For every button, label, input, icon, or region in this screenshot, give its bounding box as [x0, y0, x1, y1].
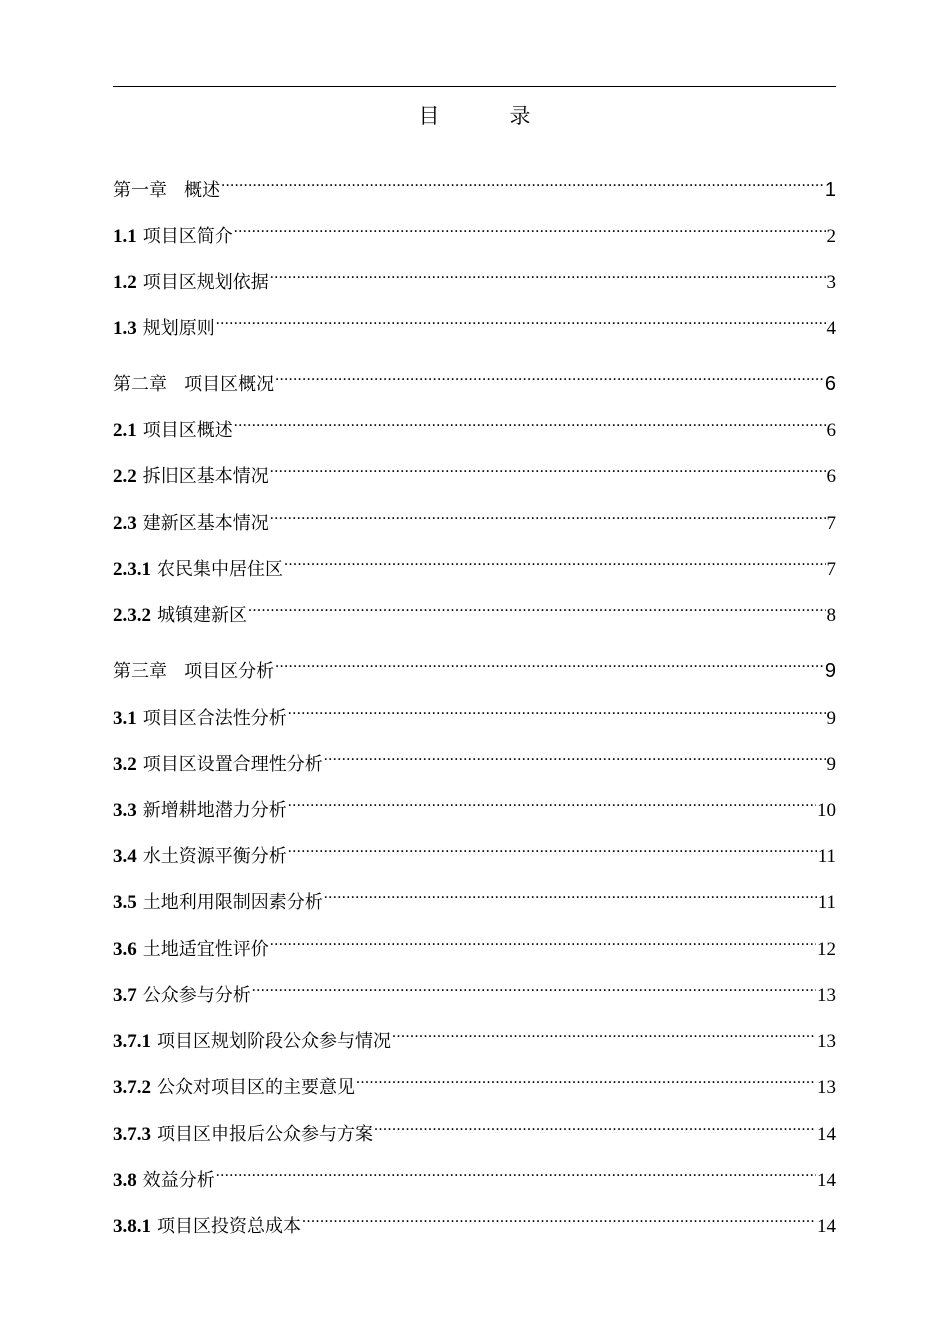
toc-entry-number: 3.6 [113, 939, 137, 960]
toc-dot-leader [234, 406, 826, 436]
toc-page-number: 13 [817, 1031, 836, 1052]
toc-dot-leader [374, 1110, 816, 1140]
toc-entry[interactable] [113, 694, 836, 729]
toc-entry-label [113, 656, 274, 687]
toc-entry-number: 3.7.2 [113, 1077, 151, 1098]
toc-dot-leader [270, 925, 816, 955]
toc-entry-text: 拆旧区基本情况 [142, 466, 269, 487]
toc-entry-label [113, 175, 220, 206]
toc-entry-label [113, 1211, 301, 1242]
toc-entry-number: 3.1 [113, 708, 137, 729]
toc-entry-number: 2.2 [113, 466, 137, 487]
toc-entry-text: 项目区合法性分析 [142, 708, 287, 729]
toc-entry[interactable] [113, 499, 836, 534]
toc-page-number: 1 [824, 179, 836, 201]
toc-entry-text: 公众参与分析 [142, 985, 251, 1006]
toc-entry-number: 2.3.2 [113, 605, 151, 626]
toc-chapter-entry[interactable] [113, 647, 836, 682]
toc-page-number: 13 [817, 985, 836, 1006]
toc-page-number: 6 [826, 420, 836, 441]
toc-entry-text: 建新区基本情况 [142, 513, 269, 534]
toc-entry-text: 项目区投资总成本 [157, 1216, 302, 1237]
toc-page-number: 4 [826, 318, 836, 339]
toc-entry-text: 项目区概述 [142, 420, 233, 441]
toc-entry[interactable] [113, 591, 836, 626]
toc-entry[interactable] [113, 971, 836, 1006]
toc-title-right: 录 [509, 104, 531, 128]
toc-entry[interactable] [113, 1156, 836, 1191]
toc-page-number: 9 [824, 660, 836, 682]
toc-entry[interactable] [113, 258, 836, 293]
toc-page-number: 7 [826, 513, 836, 534]
toc-entry-text: 项目区申报后公众参与方案 [157, 1124, 374, 1145]
toc-entry-number: 3.8 [113, 1170, 137, 1191]
toc-dot-leader [221, 166, 824, 196]
toc-entry[interactable] [113, 452, 836, 487]
toc-entry-text: 公众对项目区的主要意见 [157, 1077, 356, 1098]
toc-dot-leader [270, 452, 826, 482]
toc-entry-label [113, 313, 215, 344]
toc-entry-number: 3.4 [113, 846, 137, 867]
toc-entry-label [113, 703, 287, 734]
toc-entry-number: 1.3 [113, 318, 137, 339]
toc-entry-label [113, 795, 287, 826]
toc-dot-leader [288, 832, 817, 862]
toc-page-number: 9 [826, 708, 836, 729]
toc-page-number: 14 [817, 1170, 836, 1191]
toc-entry-label [113, 508, 269, 539]
toc-entry-label [113, 1165, 215, 1196]
toc-dot-leader [234, 212, 826, 242]
toc-entry-number: 1.2 [113, 272, 137, 293]
toc-entry-label [113, 1119, 373, 1150]
toc-entry-label [113, 887, 323, 918]
toc-entry-text: 效益分析 [142, 1170, 215, 1191]
toc-entry-number: 3.8.1 [113, 1216, 151, 1237]
toc-entry-text: 项目区规划阶段公众参与情况 [157, 1031, 392, 1052]
toc-entry-label [113, 1072, 355, 1103]
toc-entry-number: 3.2 [113, 754, 137, 775]
toc-entry[interactable] [113, 1063, 836, 1098]
toc-entry-number: 3.7 [113, 985, 137, 1006]
toc-page-number: 12 [817, 939, 836, 960]
toc-page-number: 11 [817, 846, 836, 867]
toc-page-number: 14 [817, 1216, 836, 1237]
toc-dot-leader [252, 971, 816, 1001]
toc-entry-number: 2.1 [113, 420, 137, 441]
toc-chapter-entry[interactable] [113, 360, 836, 395]
toc-entry-text: 城镇建新区 [157, 605, 248, 626]
toc-dot-leader [216, 1156, 816, 1186]
toc-page-number: 3 [826, 272, 836, 293]
toc-entry-text: 水土资源平衡分析 [142, 846, 287, 867]
toc-entry-number: 2.3.1 [113, 559, 151, 580]
toc-entry[interactable] [113, 925, 836, 960]
toc-dot-leader [270, 499, 826, 529]
toc-entry-label [113, 980, 251, 1011]
toc-entry-text: 第一章 概述 [113, 180, 221, 201]
toc-dot-leader [288, 786, 816, 816]
toc-entry-text: 项目区设置合理性分析 [142, 754, 323, 775]
toc-dot-leader [275, 360, 824, 390]
toc-title [113, 100, 836, 130]
toc-dot-leader [275, 647, 824, 677]
toc-entry-text: 第二章 项目区概况 [113, 374, 275, 395]
toc-entry[interactable] [113, 832, 836, 867]
toc-page-number: 6 [824, 373, 836, 395]
toc-page-number: 11 [817, 892, 836, 913]
toc-dot-leader [288, 694, 826, 724]
toc-page-number: 10 [817, 800, 836, 821]
toc-entry-label [113, 749, 323, 780]
toc-entry-label [113, 461, 269, 492]
toc-entry-text: 新增耕地潜力分析 [142, 800, 287, 821]
toc-entry-text: 项目区规划依据 [142, 272, 269, 293]
toc-entry[interactable] [113, 878, 836, 913]
toc-entry-label [113, 267, 269, 298]
toc-entry-number: 3.3 [113, 800, 137, 821]
header-rule [113, 86, 836, 87]
toc-entry-number: 1.1 [113, 226, 137, 247]
toc-page-number: 14 [817, 1124, 836, 1145]
toc-entry-number: 3.7.1 [113, 1031, 151, 1052]
toc-entry-text: 第三章 项目区分析 [113, 661, 275, 682]
toc-dot-leader [324, 740, 826, 770]
toc-page-number: 2 [826, 226, 836, 247]
toc-page-number: 6 [826, 466, 836, 487]
toc-chapter-entry[interactable] [113, 166, 836, 201]
toc-entry[interactable] [113, 212, 836, 247]
toc-page-number: 9 [826, 754, 836, 775]
toc-entry-text: 规划原则 [142, 318, 215, 339]
toc-entry-number: 3.5 [113, 892, 137, 913]
toc-entry-label [113, 221, 233, 252]
toc-dot-leader [284, 545, 825, 575]
toc-entry-label [113, 934, 269, 965]
toc-dot-leader [216, 304, 826, 334]
toc-entry-label [113, 415, 233, 446]
toc-entry-label [113, 841, 287, 872]
toc-entry-number: 3.7.3 [113, 1124, 151, 1145]
toc-entry[interactable] [113, 786, 836, 821]
toc-entry[interactable] [113, 406, 836, 441]
toc-entry-text: 农民集中居住区 [157, 559, 284, 580]
toc-entry-number: 2.3 [113, 513, 137, 534]
toc-page-number: 13 [817, 1077, 836, 1098]
toc-entry-text: 项目区简介 [142, 226, 233, 247]
toc-entry-text: 土地适宜性评价 [142, 939, 269, 960]
toc-dot-leader [392, 1017, 816, 1047]
toc-entry-label [113, 600, 247, 631]
toc-entry-text: 土地利用限制因素分析 [142, 892, 323, 913]
toc-title-left: 目 [418, 104, 440, 128]
toc-entry[interactable] [113, 1110, 836, 1145]
toc-entry[interactable] [113, 1202, 836, 1237]
toc-dot-leader [248, 591, 825, 621]
toc-entry[interactable] [113, 545, 836, 580]
toc-dot-leader [356, 1063, 816, 1093]
toc-page-number: 7 [826, 559, 836, 580]
toc-entry-label [113, 369, 274, 400]
toc-entry[interactable] [113, 740, 836, 775]
toc-entry[interactable] [113, 1017, 836, 1052]
toc-entry-label [113, 554, 283, 585]
toc-page-number: 8 [826, 605, 836, 626]
toc-entry-label [113, 1026, 391, 1057]
toc-dot-leader [324, 878, 817, 908]
toc-dot-leader [302, 1202, 816, 1232]
toc-dot-leader [270, 258, 826, 288]
toc-entry[interactable] [113, 304, 836, 339]
